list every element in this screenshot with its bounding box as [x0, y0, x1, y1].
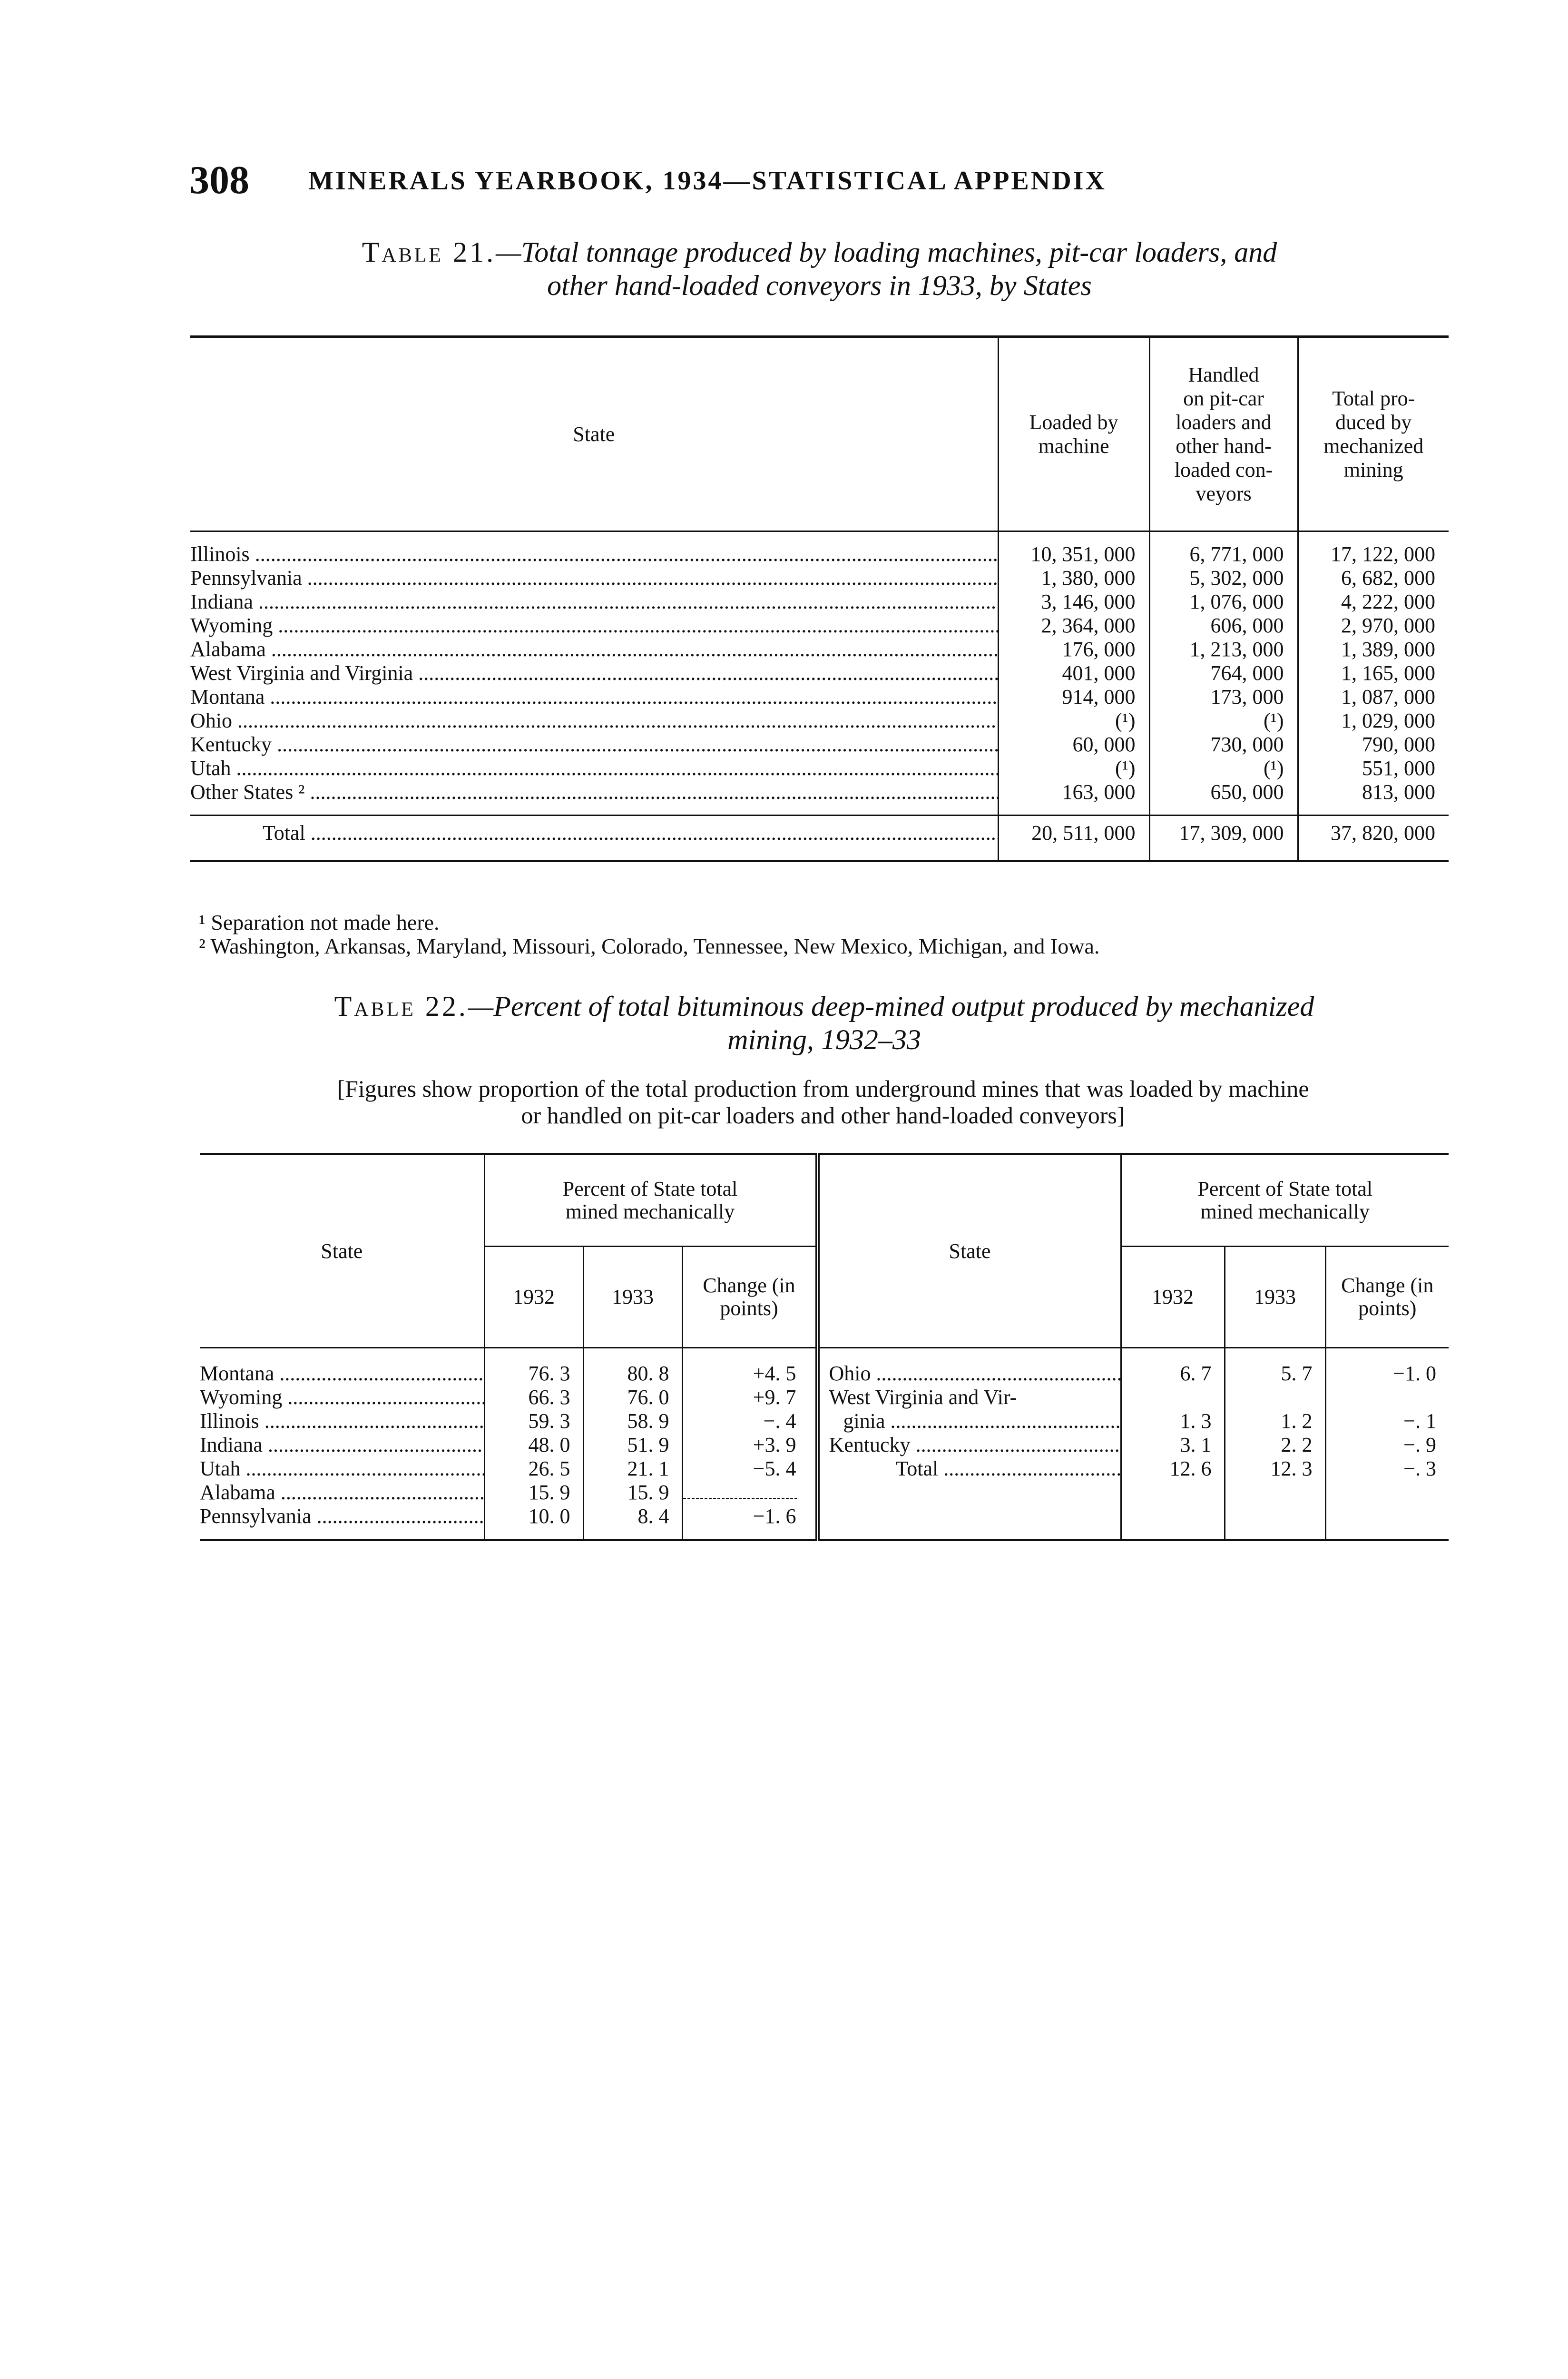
state-name: West Virginia and Vir- — [829, 1386, 1017, 1409]
table21-label: Table 21. — [362, 236, 496, 268]
value-1932: 6. 7 — [1121, 1362, 1225, 1386]
table-row — [190, 590, 1449, 614]
total-cell: 1, 087, 000 — [1298, 685, 1449, 709]
handled-cell: (¹) — [1149, 709, 1298, 733]
state-name: Montana ..... — [190, 685, 998, 708]
header-1933: 1933 — [583, 1247, 682, 1348]
handled-cell: 1, 076, 000 — [1149, 590, 1298, 614]
page-number: 308 — [189, 158, 249, 202]
total-cell: 551, 000 — [1298, 757, 1449, 780]
table-row — [190, 733, 1449, 757]
value-change: −. 4 — [682, 1409, 817, 1433]
table22-header-group-left: Percent of State total mined mechanically — [484, 1154, 817, 1247]
total-cell: 4, 222, 000 — [1298, 590, 1449, 614]
machine-cell: (¹) — [998, 709, 1149, 733]
state-name: Indiana ..... — [200, 1433, 484, 1456]
total-cell: 790, 000 — [1298, 733, 1449, 757]
machine-cell: 914, 000 — [998, 685, 1149, 709]
value-change: −1. 6 — [682, 1504, 817, 1528]
value-1932: 66. 3 — [484, 1386, 583, 1409]
state-name: Illinois ..... — [200, 1409, 484, 1433]
value-1932: 48. 0 — [484, 1433, 583, 1457]
table21-title-line1: —Total tonnage produced by loading machines, pit-car loaders, and — [496, 236, 1277, 268]
state-name: Kentucky ..... — [190, 733, 998, 756]
table22-header-state-right: State — [817, 1154, 1121, 1348]
table-row — [200, 1504, 1449, 1528]
table21-title-line2: other hand-loaded conveyors in 1933, by States — [547, 270, 1092, 301]
machine-cell: 2, 364, 000 — [998, 614, 1149, 638]
value-1933: 12. 3 — [1225, 1457, 1325, 1481]
total-cell: 1, 165, 000 — [1298, 661, 1449, 685]
state-name: Ohio ..... — [190, 709, 998, 732]
handled-cell: 606, 000 — [1149, 614, 1298, 638]
value-1932: 59. 3 — [484, 1409, 583, 1433]
handled-total: 17, 309, 000 — [1149, 816, 1298, 851]
state-name: Alabama ..... — [190, 638, 998, 661]
value-1933: 8. 4 — [583, 1504, 682, 1528]
handled-cell: 1, 213, 000 — [1149, 638, 1298, 661]
running-title: MINERALS YEARBOOK, 1934—STATISTICAL APPENDIX — [308, 166, 1107, 196]
table-row — [190, 685, 1449, 709]
value-change: +3. 9 — [682, 1433, 817, 1457]
header-1932: 1932 — [1121, 1247, 1225, 1348]
handled-cell: 6, 771, 000 — [1149, 542, 1298, 566]
table21-total-row — [190, 816, 1449, 851]
handled-cell: 5, 302, 000 — [1149, 566, 1298, 590]
table-row — [190, 780, 1449, 804]
state-name: Other States ² ..... — [190, 780, 998, 804]
state-name: Wyoming ..... — [200, 1386, 484, 1409]
table21-header-state: State — [190, 337, 998, 531]
state-name: Illinois ..... — [190, 542, 998, 566]
value-1933: 1. 2 — [1225, 1409, 1325, 1433]
value-change: +9. 7 — [682, 1386, 817, 1409]
state-name: West Virginia and Virginia ..... — [190, 661, 998, 685]
table21 — [190, 335, 1449, 862]
table-row — [190, 757, 1449, 780]
header-change: Change (in points) — [1325, 1247, 1449, 1348]
state-name: Utah ..... — [190, 757, 998, 780]
table22-title-line1: —Percent of total bituminous deep-mined output produced by mechanized — [468, 991, 1314, 1022]
table21-header-handled: Handled on pit-car loaders and other hand- loaded con- veyors — [1149, 337, 1298, 531]
value-change — [682, 1481, 817, 1504]
value-change: −5. 4 — [682, 1457, 817, 1481]
handled-cell: (¹) — [1149, 757, 1298, 780]
state-name: Montana ..... — [200, 1362, 484, 1385]
value-1933: 80. 8 — [583, 1362, 682, 1386]
table-row — [190, 614, 1449, 638]
machine-cell: 60, 000 — [998, 733, 1149, 757]
state-name: ginia ..... — [843, 1409, 1121, 1433]
header-1933: 1933 — [1225, 1247, 1325, 1348]
value-1933: 76. 0 — [583, 1386, 682, 1409]
table22-title-line2: mining, 1932–33 — [727, 1024, 921, 1055]
value-change: −. 3 — [1325, 1457, 1449, 1481]
table-row — [200, 1386, 1449, 1409]
table21-header-total: Total pro- duced by mechanized mining — [1298, 337, 1449, 531]
state-name: Indiana ..... — [190, 590, 998, 613]
value-1933: 21. 1 — [583, 1457, 682, 1481]
state-name: Alabama ..... — [200, 1481, 484, 1504]
machine-cell: 10, 351, 000 — [998, 542, 1149, 566]
value-1933: 58. 9 — [583, 1409, 682, 1433]
value-change: −1. 0 — [1325, 1362, 1449, 1386]
state-name: Ohio ..... — [829, 1362, 1121, 1385]
table-row — [200, 1362, 1449, 1386]
state-name: Utah ..... — [200, 1457, 484, 1480]
table22-header-group-right: Percent of State total mined mechanically — [1121, 1154, 1449, 1247]
value-1932: 3. 1 — [1121, 1433, 1225, 1457]
machine-total: 20, 511, 000 — [998, 816, 1149, 851]
value-1933: 51. 9 — [583, 1433, 682, 1457]
state-name: Kentucky ..... — [829, 1433, 1121, 1456]
machine-cell: 3, 146, 000 — [998, 590, 1149, 614]
value-1933: 5. 7 — [1225, 1362, 1325, 1386]
table-row — [200, 1409, 1449, 1433]
table-row — [190, 542, 1449, 566]
state-name: Wyoming ..... — [190, 614, 998, 637]
table22-header-state-left: State — [200, 1154, 484, 1348]
value-change — [1325, 1386, 1449, 1409]
table22-caption — [195, 990, 1453, 1056]
table21-caption — [190, 236, 1449, 302]
handled-cell: 730, 000 — [1149, 733, 1298, 757]
state-name: Total ..... — [896, 1457, 1121, 1480]
machine-cell: 176, 000 — [998, 638, 1149, 661]
value-1933: 2. 2 — [1225, 1433, 1325, 1457]
grand-total: 37, 820, 000 — [1298, 816, 1449, 851]
value-1932: 1. 3 — [1121, 1409, 1225, 1433]
total-cell: 17, 122, 000 — [1298, 542, 1449, 566]
table-row — [200, 1481, 1449, 1504]
state-name: Pennsylvania ..... — [190, 566, 998, 590]
table-row — [200, 1457, 1449, 1481]
footnote-2: ² Washington, Arkansas, Maryland, Missouri, Colorado, Tennessee, New Mexico, Michigan, and Iowa. — [199, 934, 1100, 958]
header-1932: 1932 — [484, 1247, 583, 1348]
value-change: −. 9 — [1325, 1433, 1449, 1457]
table22-header-row-1 — [200, 1154, 1449, 1247]
total-cell: 2, 970, 000 — [1298, 614, 1449, 638]
total-cell: 813, 000 — [1298, 780, 1449, 804]
table22-note: [Figures show proportion of the total production from underground mines that was loaded by machine or handled on pit-car loaders and other hand-loaded conveyors] — [337, 1075, 1309, 1129]
machine-cell: (¹) — [998, 757, 1149, 780]
value-1932: 26. 5 — [484, 1457, 583, 1481]
table-row — [190, 709, 1449, 733]
handled-cell: 173, 000 — [1149, 685, 1298, 709]
header-change: Change (in points) — [682, 1247, 817, 1348]
table22 — [200, 1153, 1449, 1541]
value-1932: 10. 0 — [484, 1504, 583, 1528]
value-change: −. 1 — [1325, 1409, 1449, 1433]
value-1932: 15. 9 — [484, 1481, 583, 1504]
machine-cell: 1, 380, 000 — [998, 566, 1149, 590]
state-name: Pennsylvania ..... — [200, 1504, 484, 1528]
total-label: Total ..... — [263, 821, 998, 845]
machine-cell: 401, 000 — [998, 661, 1149, 685]
total-cell: 1, 389, 000 — [1298, 638, 1449, 661]
value-1933: 15. 9 — [583, 1481, 682, 1504]
table-row — [190, 566, 1449, 590]
value-change: +4. 5 — [682, 1362, 817, 1386]
running-header — [189, 157, 1455, 200]
handled-cell: 764, 000 — [1149, 661, 1298, 685]
total-cell: 1, 029, 000 — [1298, 709, 1449, 733]
table-row — [190, 638, 1449, 661]
table21-header-row — [190, 337, 1449, 531]
table22-label: Table 22. — [334, 991, 468, 1022]
value-1933 — [1225, 1386, 1325, 1409]
table-row — [200, 1433, 1449, 1457]
handled-cell: 650, 000 — [1149, 780, 1298, 804]
total-cell: 6, 682, 000 — [1298, 566, 1449, 590]
table-row — [190, 661, 1449, 685]
machine-cell: 163, 000 — [998, 780, 1149, 804]
table21-header-machine: Loaded by machine — [998, 337, 1149, 531]
value-1932: 12. 6 — [1121, 1457, 1225, 1481]
footnote-1: ¹ Separation not made here. — [199, 910, 440, 934]
value-1932: 76. 3 — [484, 1362, 583, 1386]
value-1932 — [1121, 1386, 1225, 1409]
